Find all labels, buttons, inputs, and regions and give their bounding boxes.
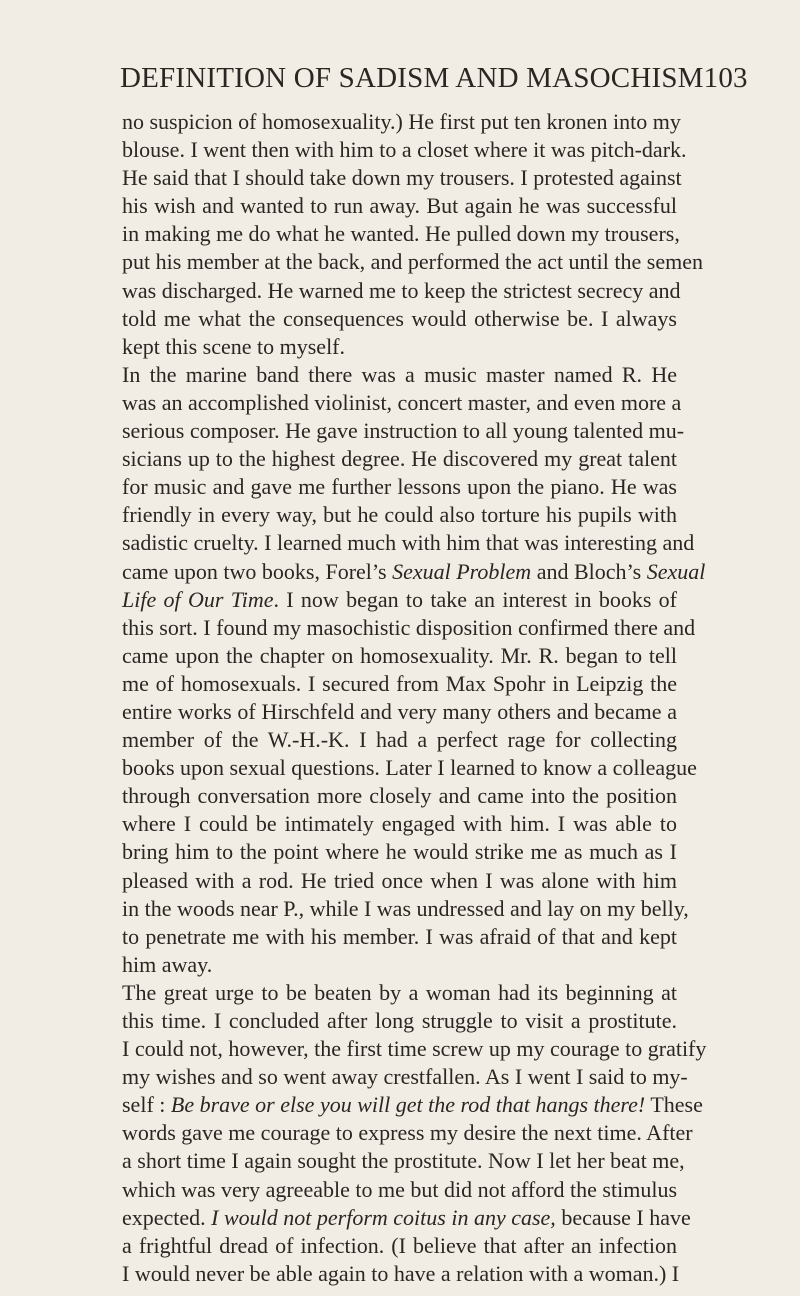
text-segment: my wishes and so went away crestfallen. As I went I said to my- — [122, 1064, 688, 1090]
text-line — [122, 642, 677, 670]
text-line — [122, 726, 677, 754]
italic-text: Sexual — [646, 558, 706, 584]
text-segment: this time. I concluded after long struggle to visit a prostitute. — [122, 1008, 677, 1033]
text-line — [122, 1007, 677, 1035]
text-segment: which was very agreeable to me but did not afford the stimulus — [122, 1176, 677, 1202]
text-segment: words gave me courage to express my desire the next time. After — [122, 1120, 693, 1146]
text-line — [122, 923, 677, 951]
text-segment: books upon sexual questions. Later I learned to know a colleague — [122, 755, 697, 781]
text-segment: entire works of Hirschfeld and very many others and became a — [122, 698, 677, 724]
text-line — [122, 838, 677, 866]
text-line — [122, 417, 685, 445]
text-line — [122, 445, 677, 473]
text-segment: serious composer. He gave instruction to all young talented mu- — [122, 418, 685, 444]
text-segment: and Bloch’s — [531, 558, 647, 584]
body-text — [122, 108, 707, 1288]
text-segment: . I now began to take an interest in books of — [273, 586, 678, 612]
text-segment: was discharged. He warned me to keep the strictest secrecy and — [122, 277, 681, 303]
text-segment: member of the W.-H.-K. I had a perfect rage for collecting — [122, 727, 677, 753]
text-segment: in making me do what he wanted. He pulled down my trousers, — [122, 221, 680, 247]
text-segment: through conversation more closely and came into the position — [122, 783, 677, 809]
text-segment: to penetrate me with his member. I was afraid of that and kept — [122, 923, 677, 949]
text-segment: I could not, however, the first time screw up my courage to gratify — [122, 1036, 707, 1062]
text-line — [122, 1232, 677, 1260]
text-line — [122, 810, 677, 838]
text-segment: He said that I should take down my trousers. I protested against — [122, 165, 682, 191]
text-line — [122, 1091, 703, 1119]
text-segment: where I could be intimately engaged with him. I was able to — [122, 811, 677, 837]
text-segment: a short time I again sought the prostitute. Now I let her beat me, — [122, 1148, 685, 1174]
text-segment: In the marine band there was a music master named R. He — [122, 361, 677, 387]
text-line — [122, 979, 677, 1007]
text-line — [122, 586, 677, 614]
text-segment: bring him to the point where he would strike me as much as I — [122, 839, 677, 865]
text-segment: his wish and wanted to run away. But again he was successful — [122, 193, 677, 219]
text-segment: this sort. I found my masochistic disposition confirmed there and — [122, 614, 696, 640]
text-segment: came upon the chapter on homosexuality. Mr. R. began to tell — [122, 642, 677, 668]
italic-text: Be brave or else you will get the rod that hangs there! — [170, 1092, 646, 1118]
text-line — [122, 670, 677, 698]
text-segment: was an accomplished violinist, concert master, and even more a — [122, 389, 682, 415]
text-line — [122, 136, 687, 164]
text-segment: for music and gave me further lessons upon the piano. He was — [122, 474, 677, 500]
text-line — [122, 1147, 685, 1175]
text-line — [122, 614, 696, 642]
text-segment: put his member at the back, and performed the act until the semen — [122, 249, 703, 275]
text-line — [122, 108, 681, 136]
text-segment: I would never be able again to have a relation with a woman.) I — [122, 1260, 680, 1286]
text-line — [122, 277, 681, 305]
text-line — [122, 220, 680, 248]
text-line — [122, 389, 682, 417]
text-line — [122, 1119, 693, 1147]
text-segment: in the woods near P., while I was undressed and lay on my belly, — [122, 895, 689, 921]
text-line — [122, 361, 677, 389]
text-line — [122, 1204, 691, 1232]
text-line — [122, 248, 703, 276]
text-line — [122, 951, 677, 979]
page-number: 103 — [703, 62, 748, 94]
text-line — [122, 558, 706, 586]
text-segment: kept this scene to myself. — [122, 333, 346, 359]
text-line — [122, 333, 677, 361]
italic-text: Life of Our Time — [122, 586, 274, 612]
text-segment: expected. — [122, 1204, 212, 1230]
running-title: DEFINITION OF SADISM AND MASOCHISM — [120, 62, 704, 94]
text-line — [122, 1035, 707, 1063]
text-line — [122, 305, 677, 333]
text-segment: These — [645, 1092, 703, 1118]
text-segment: blouse. I went then with him to a closet where it was pitch-dark. — [122, 137, 687, 163]
text-segment: him away. — [122, 951, 213, 977]
text-segment: no suspicion of homosexuality.) He first put ten kronen into my — [122, 109, 681, 134]
text-segment: because I have — [555, 1204, 691, 1230]
text-segment: friendly in every way, but he could also torture his pupils with — [122, 502, 677, 528]
text-segment: a frightful dread of infection. (I believe that after an infection — [122, 1232, 677, 1258]
text-segment: pleased with a rod. He tried once when I was alone with him — [122, 867, 677, 893]
text-line — [122, 895, 689, 923]
text-segment: self : — [122, 1092, 171, 1118]
text-line — [122, 192, 677, 220]
text-line — [122, 1260, 680, 1288]
text-line — [122, 1063, 688, 1091]
text-line — [122, 501, 677, 529]
text-segment: came upon two books, Forel’s — [122, 558, 393, 584]
text-line — [122, 867, 677, 895]
text-line — [122, 782, 677, 810]
running-head — [120, 62, 748, 102]
text-segment: sadistic cruelty. I learned much with him that was interesting and — [122, 530, 695, 556]
text-line — [122, 529, 695, 557]
text-line — [122, 698, 677, 726]
text-segment: me of homosexuals. I secured from Max Spohr in Leipzig the — [122, 670, 677, 696]
text-segment: The great urge to be beaten by a woman had its beginning at — [122, 979, 677, 1005]
text-line — [122, 164, 682, 192]
text-line — [122, 1176, 677, 1204]
text-segment: sicians up to the highest degree. He discovered my great talent — [122, 446, 677, 472]
italic-text: Sexual Problem — [392, 558, 532, 584]
text-line — [122, 754, 697, 782]
italic-text: I would not perform coitus in any case, — [211, 1204, 556, 1230]
text-line — [122, 473, 677, 501]
text-segment: told me what the consequences would otherwise be. I always — [122, 305, 677, 331]
